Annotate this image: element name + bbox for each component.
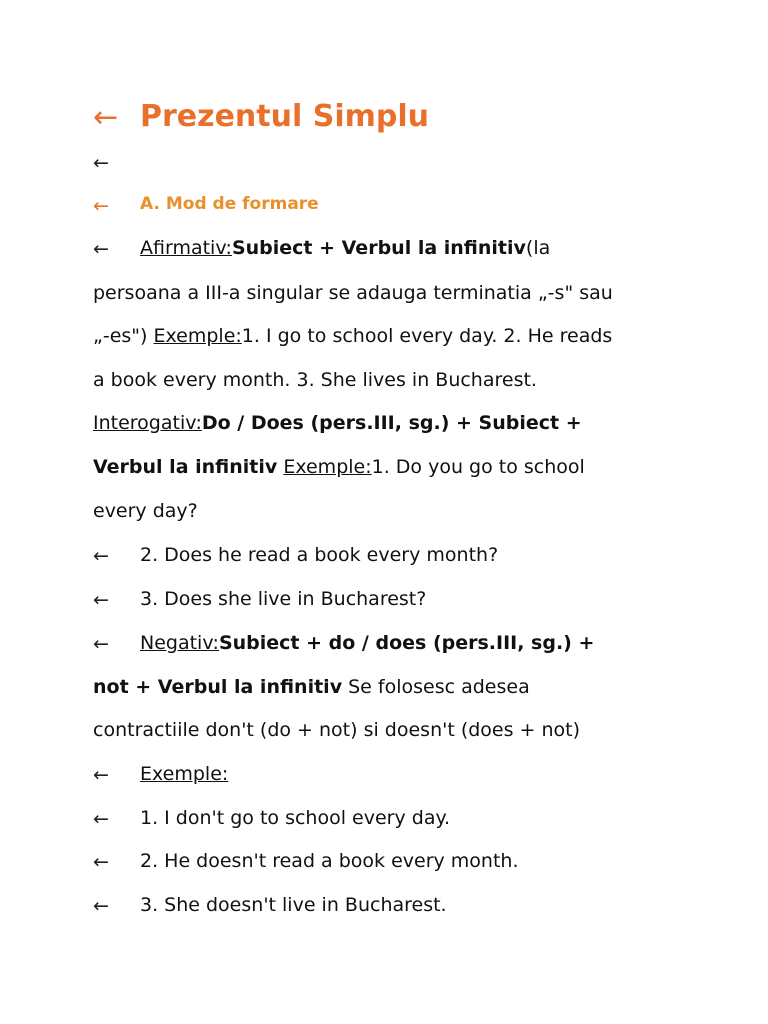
negativ-note-cont: contractiile don't (do + not) si doesn't (does + not) <box>93 719 581 741</box>
negativ-line-2 <box>93 678 530 697</box>
arrow-icon: ← <box>93 633 109 655</box>
interogativ-label: Interogativ: <box>93 412 202 434</box>
arrow-icon: ← <box>93 100 119 135</box>
arrow-icon: ← <box>93 808 109 830</box>
page-title: Prezentul Simplu <box>140 99 429 134</box>
afirmativ-note-line: persoana a III-a singular se adauga terminatia „-s" sau <box>93 282 613 304</box>
interogativ-examples-text: 1. Do you go to school <box>371 456 585 478</box>
interogativ-example-2: 2. Does he read a book every month? <box>140 544 499 566</box>
interogativ-examples-label: Exemple: <box>283 456 372 478</box>
afirmativ-formula: Subiect + Verbul la infinitiv <box>231 237 526 259</box>
arrow-icon: ← <box>93 589 109 611</box>
negativ-example-3: 3. She doesn't live in Bucharest. <box>140 894 447 916</box>
arrow-icon: ← <box>93 764 109 786</box>
arrow-icon: ← <box>93 152 109 174</box>
afirmativ-note: (la <box>525 237 551 259</box>
afirmativ-examples-text: 1. I go to school every day. 2. He reads <box>241 325 613 347</box>
arrow-icon: ← <box>93 545 109 567</box>
negativ-note: Se folosesc adesea <box>342 676 530 698</box>
interogativ-formula: Do / Does (pers.III, sg.) + Subiect + <box>201 412 582 434</box>
interogativ-example-3: 3. Does she live in Bucharest? <box>140 588 427 610</box>
afirmativ-line <box>140 239 550 258</box>
afirmativ-examples-label: Exemple: <box>153 325 242 347</box>
negativ-label: Negativ: <box>140 632 219 654</box>
negativ-example-2: 2. He doesn't read a book every month. <box>140 850 519 872</box>
negativ-examples-label: Exemple: <box>140 763 229 785</box>
arrow-icon: ← <box>93 195 109 217</box>
interogativ-line <box>93 414 582 433</box>
negativ-example-1: 1. I don't go to school every day. <box>140 807 451 829</box>
interogativ-line-2 <box>93 458 585 477</box>
arrow-icon: ← <box>93 851 109 873</box>
negativ-line <box>140 634 594 653</box>
interogativ-formula-cont: Verbul la infinitiv <box>93 456 278 478</box>
section-heading: A. Mod de formare <box>140 194 319 214</box>
afirmativ-examples-cont: a book every month. 3. She lives in Bucharest. <box>93 369 537 391</box>
afirmativ-note-end: „-es") <box>93 325 148 347</box>
negativ-formula-cont: not + Verbul la infinitiv <box>93 676 343 698</box>
afirmativ-examples-line <box>93 327 612 346</box>
afirmativ-label: Afirmativ: <box>140 237 232 259</box>
negativ-formula: Subiect + do / does (pers.III, sg.) + <box>218 632 595 654</box>
arrow-icon: ← <box>93 238 109 260</box>
interogativ-examples-cont: every day? <box>93 500 198 522</box>
arrow-icon: ← <box>93 895 109 917</box>
